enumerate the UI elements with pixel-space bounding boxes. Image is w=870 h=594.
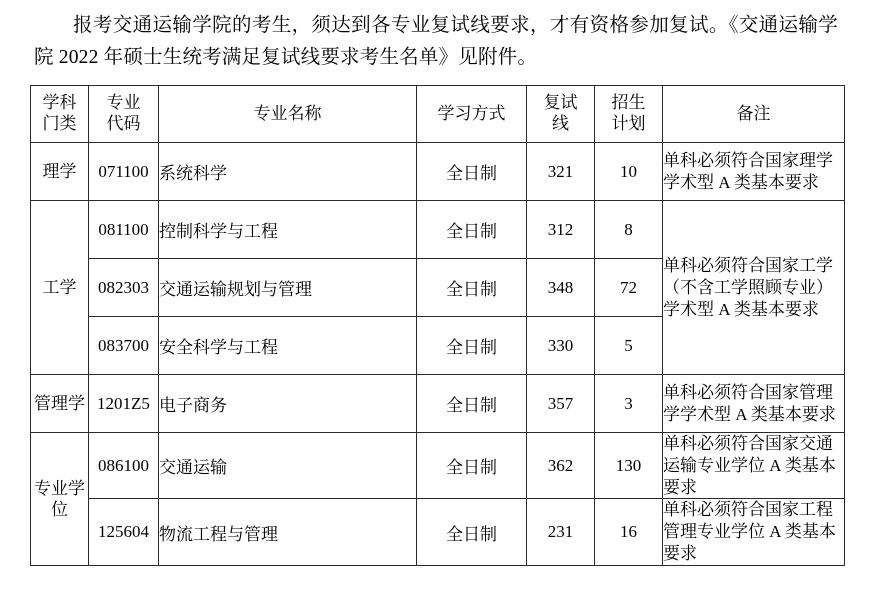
header-plan-line1: 招生 bbox=[611, 93, 646, 113]
cell-name: 控制科学与工程 bbox=[159, 201, 417, 259]
header-category-line2: 门类 bbox=[42, 114, 77, 134]
header-code-line2: 代码 bbox=[106, 114, 141, 134]
cell-code: 1201Z5 bbox=[89, 375, 159, 433]
header-score-line2: 线 bbox=[552, 114, 569, 134]
cell-category: 理学 bbox=[31, 143, 89, 201]
cell-score: 231 bbox=[527, 499, 595, 565]
cell-name: 安全科学与工程 bbox=[159, 317, 417, 375]
cell-plan: 16 bbox=[595, 499, 663, 565]
cell-score: 348 bbox=[527, 259, 595, 317]
cell-mode: 全日制 bbox=[417, 143, 527, 201]
cell-name: 系统科学 bbox=[159, 143, 417, 201]
cell-mode: 全日制 bbox=[417, 201, 527, 259]
header-plan-line2: 计划 bbox=[611, 114, 646, 134]
cell-category: 工学 bbox=[31, 201, 89, 375]
cell-score: 330 bbox=[527, 317, 595, 375]
header-score-line1: 复试 bbox=[543, 93, 578, 113]
table-row bbox=[31, 143, 845, 201]
cell-score: 312 bbox=[527, 201, 595, 259]
cell-code: 125604 bbox=[89, 499, 159, 565]
header-major-code bbox=[89, 86, 159, 143]
cell-category: 管理学 bbox=[31, 375, 89, 433]
admission-table bbox=[30, 85, 845, 566]
table-header-row bbox=[31, 86, 845, 143]
cell-code: 086100 bbox=[89, 433, 159, 499]
cell-name: 交通运输规划与管理 bbox=[159, 259, 417, 317]
cell-note: 单科必须符合国家理学学术型 A 类基本要求 bbox=[663, 143, 845, 201]
intro-paragraph: 报考交通运输学院的考生，须达到各专业复试线要求，才有资格参加复试。《交通运输学院 2022 年硕士生统考满足复试线要求考生名单》见附件。 bbox=[34, 15, 838, 68]
cell-score: 362 bbox=[527, 433, 595, 499]
header-note: 备注 bbox=[663, 86, 845, 143]
cell-mode: 全日制 bbox=[417, 259, 527, 317]
cell-note: 单科必须符合国家工程管理专业学位 A 类基本要求 bbox=[663, 499, 845, 565]
cell-mode: 全日制 bbox=[417, 499, 527, 565]
table-row bbox=[31, 499, 845, 565]
cell-mode: 全日制 bbox=[417, 317, 527, 375]
cell-mode: 全日制 bbox=[417, 433, 527, 499]
cell-plan: 10 bbox=[595, 143, 663, 201]
cell-plan: 3 bbox=[595, 375, 663, 433]
cell-mode: 全日制 bbox=[417, 375, 527, 433]
cell-note: 单科必须符合国家管理学学术型 A 类基本要求 bbox=[663, 375, 845, 433]
table-row bbox=[31, 433, 845, 499]
cell-category: 专业学位 bbox=[31, 433, 89, 566]
cell-note: 单科必须符合国家工学（不含工学照顾专业）学术型 A 类基本要求 bbox=[663, 201, 845, 375]
cell-code: 071100 bbox=[89, 143, 159, 201]
table-row bbox=[31, 201, 845, 259]
header-category-line1: 学科 bbox=[42, 93, 77, 113]
document-page bbox=[0, 10, 870, 594]
cell-code: 083700 bbox=[89, 317, 159, 375]
cell-plan: 8 bbox=[595, 201, 663, 259]
cell-code: 081100 bbox=[89, 201, 159, 259]
cell-name: 电子商务 bbox=[159, 375, 417, 433]
cell-plan: 72 bbox=[595, 259, 663, 317]
cell-plan: 130 bbox=[595, 433, 663, 499]
header-category bbox=[31, 86, 89, 143]
cell-score: 321 bbox=[527, 143, 595, 201]
header-score-line bbox=[527, 86, 595, 143]
cell-plan: 5 bbox=[595, 317, 663, 375]
header-study-mode: 学习方式 bbox=[417, 86, 527, 143]
cell-name: 物流工程与管理 bbox=[159, 499, 417, 565]
cell-name: 交通运输 bbox=[159, 433, 417, 499]
cell-note: 单科必须符合国家交通运输专业学位 A 类基本要求 bbox=[663, 433, 845, 499]
cell-score: 357 bbox=[527, 375, 595, 433]
table-row bbox=[31, 375, 845, 433]
header-enroll-plan bbox=[595, 86, 663, 143]
header-major-name: 专业名称 bbox=[159, 86, 417, 143]
header-code-line1: 专业 bbox=[106, 93, 141, 113]
cell-code: 082303 bbox=[89, 259, 159, 317]
